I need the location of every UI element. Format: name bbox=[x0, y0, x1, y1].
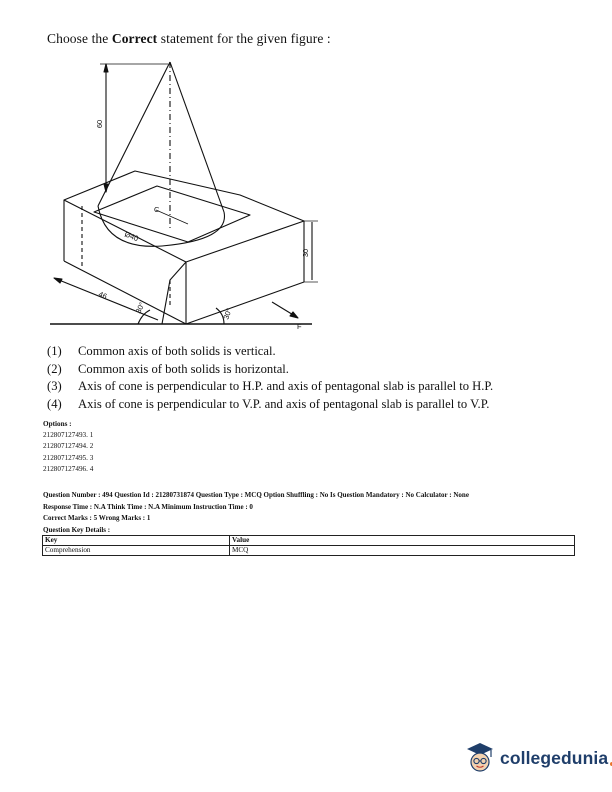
logo-text: collegedunia bbox=[500, 747, 609, 768]
leader-c bbox=[156, 210, 188, 224]
dim-label-30: 30 bbox=[301, 248, 310, 258]
option-number: (2) bbox=[47, 361, 62, 376]
technical-drawing bbox=[40, 52, 340, 334]
slab-inner-square bbox=[94, 186, 250, 242]
table-row bbox=[43, 546, 575, 556]
table-header-cell: Value bbox=[230, 536, 575, 546]
option-id: 212807127495. 3 bbox=[43, 453, 94, 462]
slab-bottom-edge bbox=[186, 282, 304, 324]
option-id: 212807127496. 4 bbox=[43, 464, 94, 473]
option-text: Axis of cone is perpendicular to V.P. and axis of pentagonal slab is parallel to V.P. bbox=[78, 396, 490, 411]
option-id: 212807127494. 2 bbox=[43, 442, 94, 451]
table-cell: MCQ bbox=[230, 546, 575, 556]
option-text: Axis of cone is perpendicular to H.P. and axis of pentagonal slab is parallel to H.P. bbox=[78, 379, 494, 393]
cone-generator bbox=[170, 62, 224, 212]
arrowhead bbox=[54, 278, 62, 283]
answer-option[interactable] bbox=[47, 343, 587, 361]
option-ids-block bbox=[43, 419, 93, 475]
question-prefix: Choose the bbox=[47, 31, 112, 46]
question-bold-word: Correct bbox=[111, 31, 158, 46]
dim-label-46: 46 bbox=[97, 289, 109, 301]
answer-options bbox=[47, 343, 587, 413]
slab-top-face bbox=[64, 171, 304, 262]
angle-label-right: 30° bbox=[221, 306, 234, 321]
question-text bbox=[47, 31, 331, 47]
view-label-f: F bbox=[297, 322, 302, 331]
meta-line: Correct Marks : 5 Wrong Marks : 1 bbox=[43, 514, 151, 523]
collegedunia-logo[interactable] bbox=[462, 740, 608, 776]
dim-label-60: 60 bbox=[95, 119, 104, 129]
option-text: Common axis of both solids is vertical. bbox=[78, 344, 276, 358]
option-number: (4) bbox=[47, 396, 62, 411]
mascot-icon bbox=[462, 740, 496, 776]
meta-line: Question Key Details : bbox=[43, 525, 111, 534]
arrowhead bbox=[290, 312, 298, 318]
slab-notch bbox=[162, 262, 186, 324]
answer-option[interactable] bbox=[47, 361, 587, 379]
options-header: Options : bbox=[43, 420, 72, 428]
answer-option[interactable] bbox=[47, 396, 587, 414]
dim-line-46 bbox=[54, 278, 158, 320]
key-details-table bbox=[42, 535, 575, 556]
point-label-c: C bbox=[154, 205, 160, 214]
question-suffix: statement for the given figure : bbox=[157, 31, 331, 46]
table-header-row bbox=[43, 536, 575, 546]
option-number: (1) bbox=[47, 344, 62, 358]
arrowhead bbox=[104, 184, 108, 192]
meta-line: Response Time : N.A Think Time : N.A Minimum Instruction Time : 0 bbox=[43, 502, 253, 511]
angle-label-left: 30° bbox=[133, 300, 147, 315]
option-id: 212807127493. 1 bbox=[43, 431, 94, 440]
option-text: Common axis of both solids is horizontal. bbox=[78, 361, 289, 376]
question-metadata bbox=[43, 490, 583, 536]
table-header-cell: Key bbox=[43, 536, 230, 546]
meta-line: Question Number : 494 Question Id : 21280731874 Question Type : MCQ Option Shuffling : No Is Question Mandatory : No Calculator : None bbox=[43, 491, 469, 499]
answer-option[interactable] bbox=[47, 378, 587, 396]
option-number: (3) bbox=[47, 379, 62, 393]
table-cell: Comprehension bbox=[43, 546, 230, 556]
cone-generator bbox=[98, 62, 170, 206]
arrowhead bbox=[104, 64, 108, 72]
dim-label-diameter: Ø40 bbox=[123, 229, 140, 244]
